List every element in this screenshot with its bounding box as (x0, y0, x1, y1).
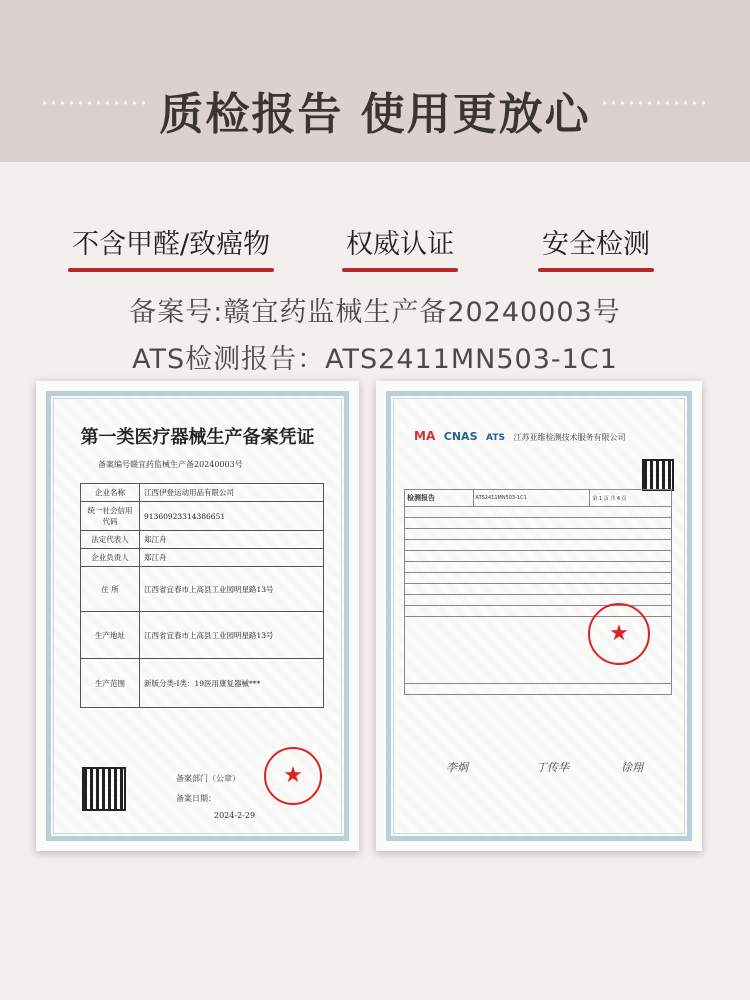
report-number: ATS2411MN503-1C1 (473, 490, 590, 507)
cnas-logo: CNAS (443, 430, 478, 443)
table-row: 法定代表人 郑江舟 (81, 531, 324, 549)
report-table (404, 489, 672, 695)
cma-logo: MA (414, 429, 436, 443)
filing-department: 备案部门（公章） (176, 774, 240, 783)
certificate-number: 备案编号赣宜药监械生产备20240003号 (98, 460, 243, 469)
test-report-image (376, 381, 702, 851)
report-title: 检测报告 (405, 490, 474, 507)
signature-3: 徐翔 (621, 761, 643, 774)
ats-report-number: ATS检测报告：ATS2411MN503-1C1 (132, 344, 618, 375)
filing-certificate-image (36, 381, 359, 851)
table-row: 企业名称 江西伊登运动用品有限公司 (81, 484, 324, 502)
signature-1: 李炯 (446, 761, 468, 774)
testing-org-name: 江苏亚维检测技术服务有限公司 (513, 433, 626, 442)
table-row: 生产范围 新版分类-Ⅰ类：19医用康复器械*** (81, 659, 324, 708)
report-seal: ★ (588, 603, 650, 665)
filing-number: 备案号:赣宜药监械生产备20240003号 (129, 297, 621, 328)
certificate-table (80, 483, 324, 708)
tag-authoritative-certification: 权威认证 (346, 222, 454, 264)
report-qr-code (642, 459, 674, 491)
filing-date: 2024-2-29 (214, 811, 256, 820)
table-row: 生产地址 江西省宜春市上高县工业园明星路13号 (81, 612, 324, 659)
table-row (405, 490, 672, 507)
signature-2: 丁传华 (536, 761, 569, 774)
table-row: 企业负责人 郑江舟 (81, 549, 324, 567)
report-page: 第 1 页 共 4 页 (590, 490, 672, 507)
ats-logo: ATS (486, 433, 505, 443)
certification-logos (414, 429, 625, 443)
page-headline: 质检报告 使用更放心 (159, 89, 591, 140)
tag-no-formaldehyde: 不含甲醛/致癌物 (72, 222, 270, 264)
tag-safety-testing: 安全检测 (542, 222, 650, 264)
table-row: 住 所 江西省宜春市上高县工业园明星路13号 (81, 567, 324, 612)
filing-date-label: 备案日期： (176, 794, 216, 803)
qr-code (82, 767, 126, 811)
official-seal: ★ (264, 747, 322, 805)
table-row: 统一社会信用代码 91360923314386651 (81, 502, 324, 531)
certificate-title: 第一类医疗器械生产备案凭证 (80, 427, 315, 448)
